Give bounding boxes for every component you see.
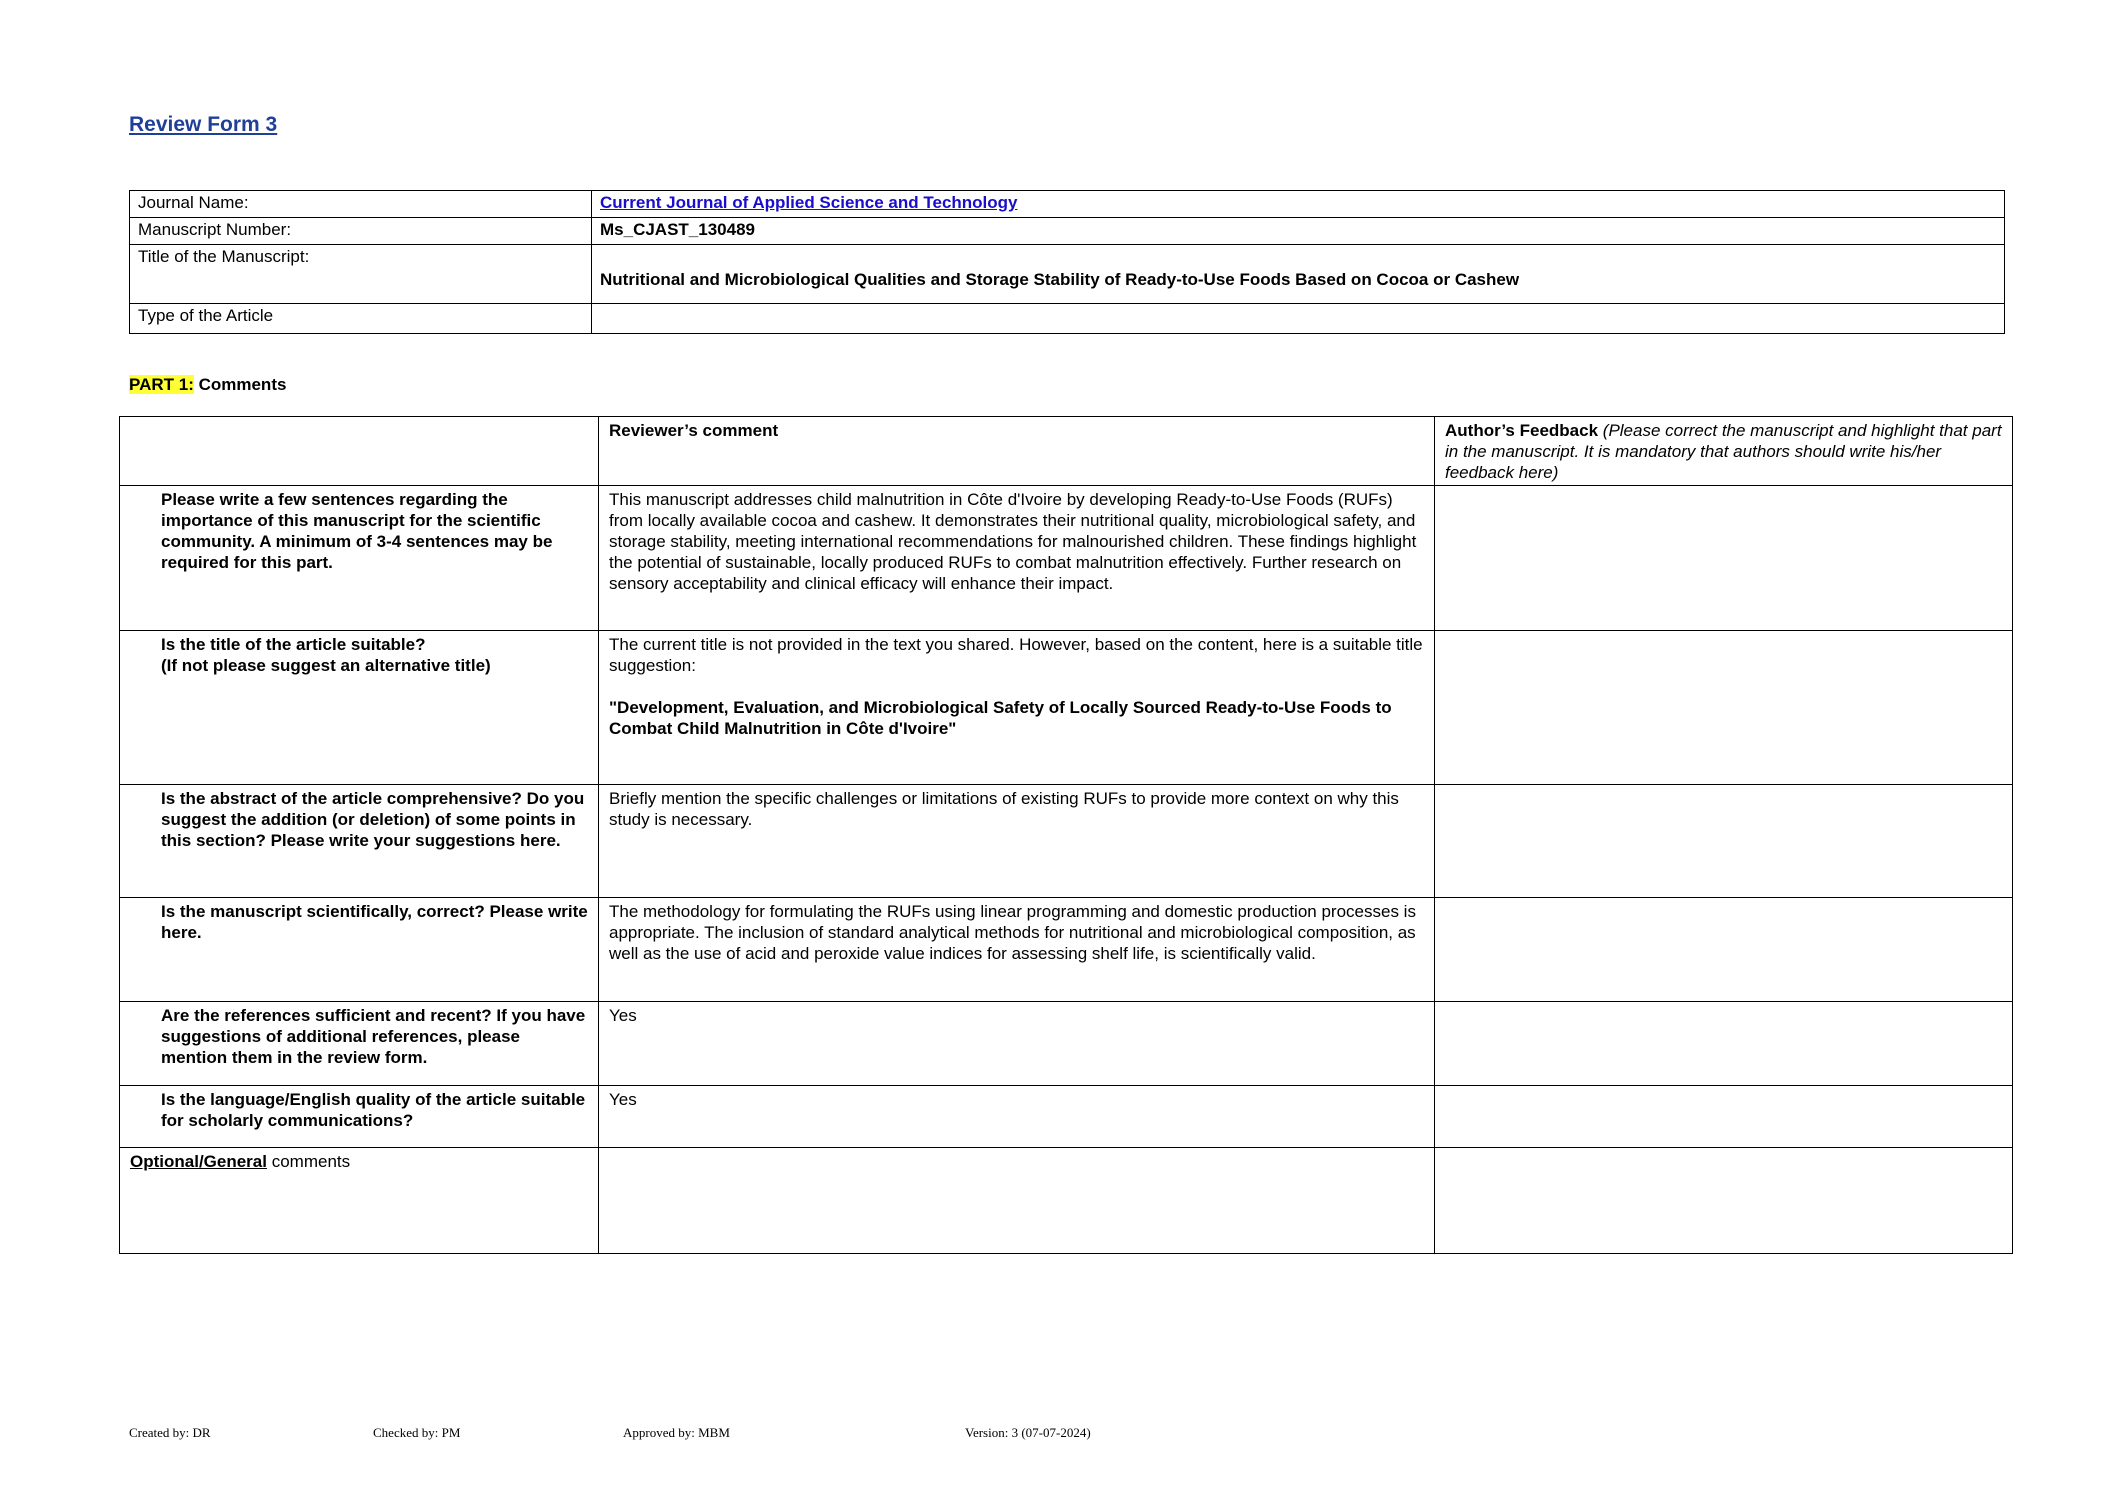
optional-feedback-cell[interactable]	[1435, 1148, 2013, 1254]
footer-approved: Approved by: MBM	[623, 1425, 730, 1440]
type-label: Type of the Article	[130, 304, 592, 334]
author-feedback-cell[interactable]	[1435, 785, 2013, 898]
reviewer-comment-text: The current title is not provided in the text you shared. However, based on the content, here is a suitable title suggestion:	[609, 635, 1423, 675]
question-title-text: Is the title of the article suitable? (If not please suggest an alternative title)	[161, 635, 491, 675]
journal-info-table	[129, 190, 2005, 334]
manuscript-number: Ms_CJAST_130489	[592, 218, 2005, 245]
reviewer-comment-cell: The methodology for formulating the RUFs using linear programming and domestic production processes is appropriate. The inclusion of standard analytical methods for nutritional and microbiological composition, as well as the use of acid and peroxide value indices for assessing shelf life, is scientifically valid.	[599, 898, 1435, 1002]
table-row	[120, 785, 2013, 898]
table-row	[120, 1086, 2013, 1148]
footer-created: Created by: DR	[129, 1425, 211, 1440]
optional-suffix: comments	[266, 1152, 351, 1171]
question-language: Is the language/English quality of the article suitable for scholarly communications?	[120, 1086, 599, 1148]
optional-label: Optional/General	[130, 1152, 267, 1171]
question-scientific: Is the manuscript scientifically, correct? Please write here.	[120, 898, 599, 1002]
reviewer-comment-cell: Briefly mention the specific challenges or limitations of existing RUFs to provide more context on why this study is necessary.	[599, 785, 1435, 898]
author-feedback-cell[interactable]	[1435, 486, 2013, 631]
author-feedback-cell[interactable]	[1435, 631, 2013, 785]
suggested-title: "Development, Evaluation, and Microbiological Safety of Locally Sourced Ready-to-Use Foods to Combat Child Malnutrition in Côte d'Ivoire"	[609, 698, 1392, 738]
page-title: Review Form 3	[129, 113, 278, 136]
author-feedback-header	[1435, 417, 2013, 486]
type-row	[130, 304, 2005, 334]
journal-cell	[592, 191, 2005, 218]
question-importance: Please write a few sentences regarding the importance of this manuscript for the scientific community. A minimum of 3-4 sentences may be required for this part.	[120, 486, 599, 631]
optional-comments-label-cell	[120, 1148, 599, 1254]
author-feedback-cell[interactable]	[1435, 898, 2013, 1002]
table-row	[120, 1002, 2013, 1086]
footer-checked: Checked by: PM	[373, 1425, 461, 1440]
manuscript-row	[130, 218, 2005, 245]
comments-table	[119, 416, 2013, 1254]
title-row	[130, 245, 2005, 304]
question-references: Are the references sufficient and recent? If you have suggestions of additional references, please mention them in the review form.	[120, 1002, 599, 1086]
manuscript-title: Nutritional and Microbiological Qualities and Storage Stability of Ready-to-Use Foods Based on Cocoa or Cashew	[592, 245, 2005, 304]
author-feedback-note: (Please correct the manuscript and highlight that part in the manuscript. It is mandatory that authors should write his/her feedback here)	[1445, 421, 2002, 482]
journal-link[interactable]: Current Journal of Applied Science and Technology	[600, 193, 1018, 212]
reviewer-comment-cell	[599, 631, 1435, 785]
title-label: Title of the Manuscript:	[130, 245, 592, 304]
journal-label: Journal Name:	[130, 191, 592, 218]
part1-label: PART 1:	[129, 375, 194, 394]
journal-row	[130, 191, 2005, 218]
blank-header-cell	[120, 417, 599, 486]
question-title	[120, 631, 599, 785]
author-feedback-cell[interactable]	[1435, 1002, 2013, 1086]
manuscript-label: Manuscript Number:	[130, 218, 592, 245]
question-abstract: Is the abstract of the article comprehensive? Do you suggest the addition (or deletion) of some points in this section? Please write your suggestions here.	[120, 785, 599, 898]
reviewer-comment-header: Reviewer’s comment	[599, 417, 1435, 486]
part1-heading	[129, 375, 286, 395]
reviewer-comment-cell: Yes	[599, 1002, 1435, 1086]
table-row	[120, 898, 2013, 1002]
reviewer-comment-cell: Yes	[599, 1086, 1435, 1148]
type-value[interactable]	[592, 304, 2005, 334]
optional-comment-cell[interactable]	[599, 1148, 1435, 1254]
table-row	[120, 486, 2013, 631]
optional-comments-row	[120, 1148, 2013, 1254]
reviewer-comment-cell: This manuscript addresses child malnutrition in Côte d'Ivoire by developing Ready-to-Use Foods (RUFs) from locally available cocoa and cashew. It demonstrates their nutritional quality, microbiological safety, and storage stability, meeting international recommendations for malnourished children. These findings highlight the potential of sustainable, locally produced RUFs to combat malnutrition effectively. Further research on sensory acceptability and clinical efficacy will enhance their impact.	[599, 486, 1435, 631]
author-feedback-title: Author’s Feedback	[1445, 421, 1599, 440]
part1-suffix: Comments	[193, 375, 287, 394]
author-feedback-cell[interactable]	[1435, 1086, 2013, 1148]
comments-header-row	[120, 417, 2013, 486]
table-row	[120, 631, 2013, 785]
footer-version: Version: 3 (07-07-2024)	[965, 1425, 1091, 1440]
